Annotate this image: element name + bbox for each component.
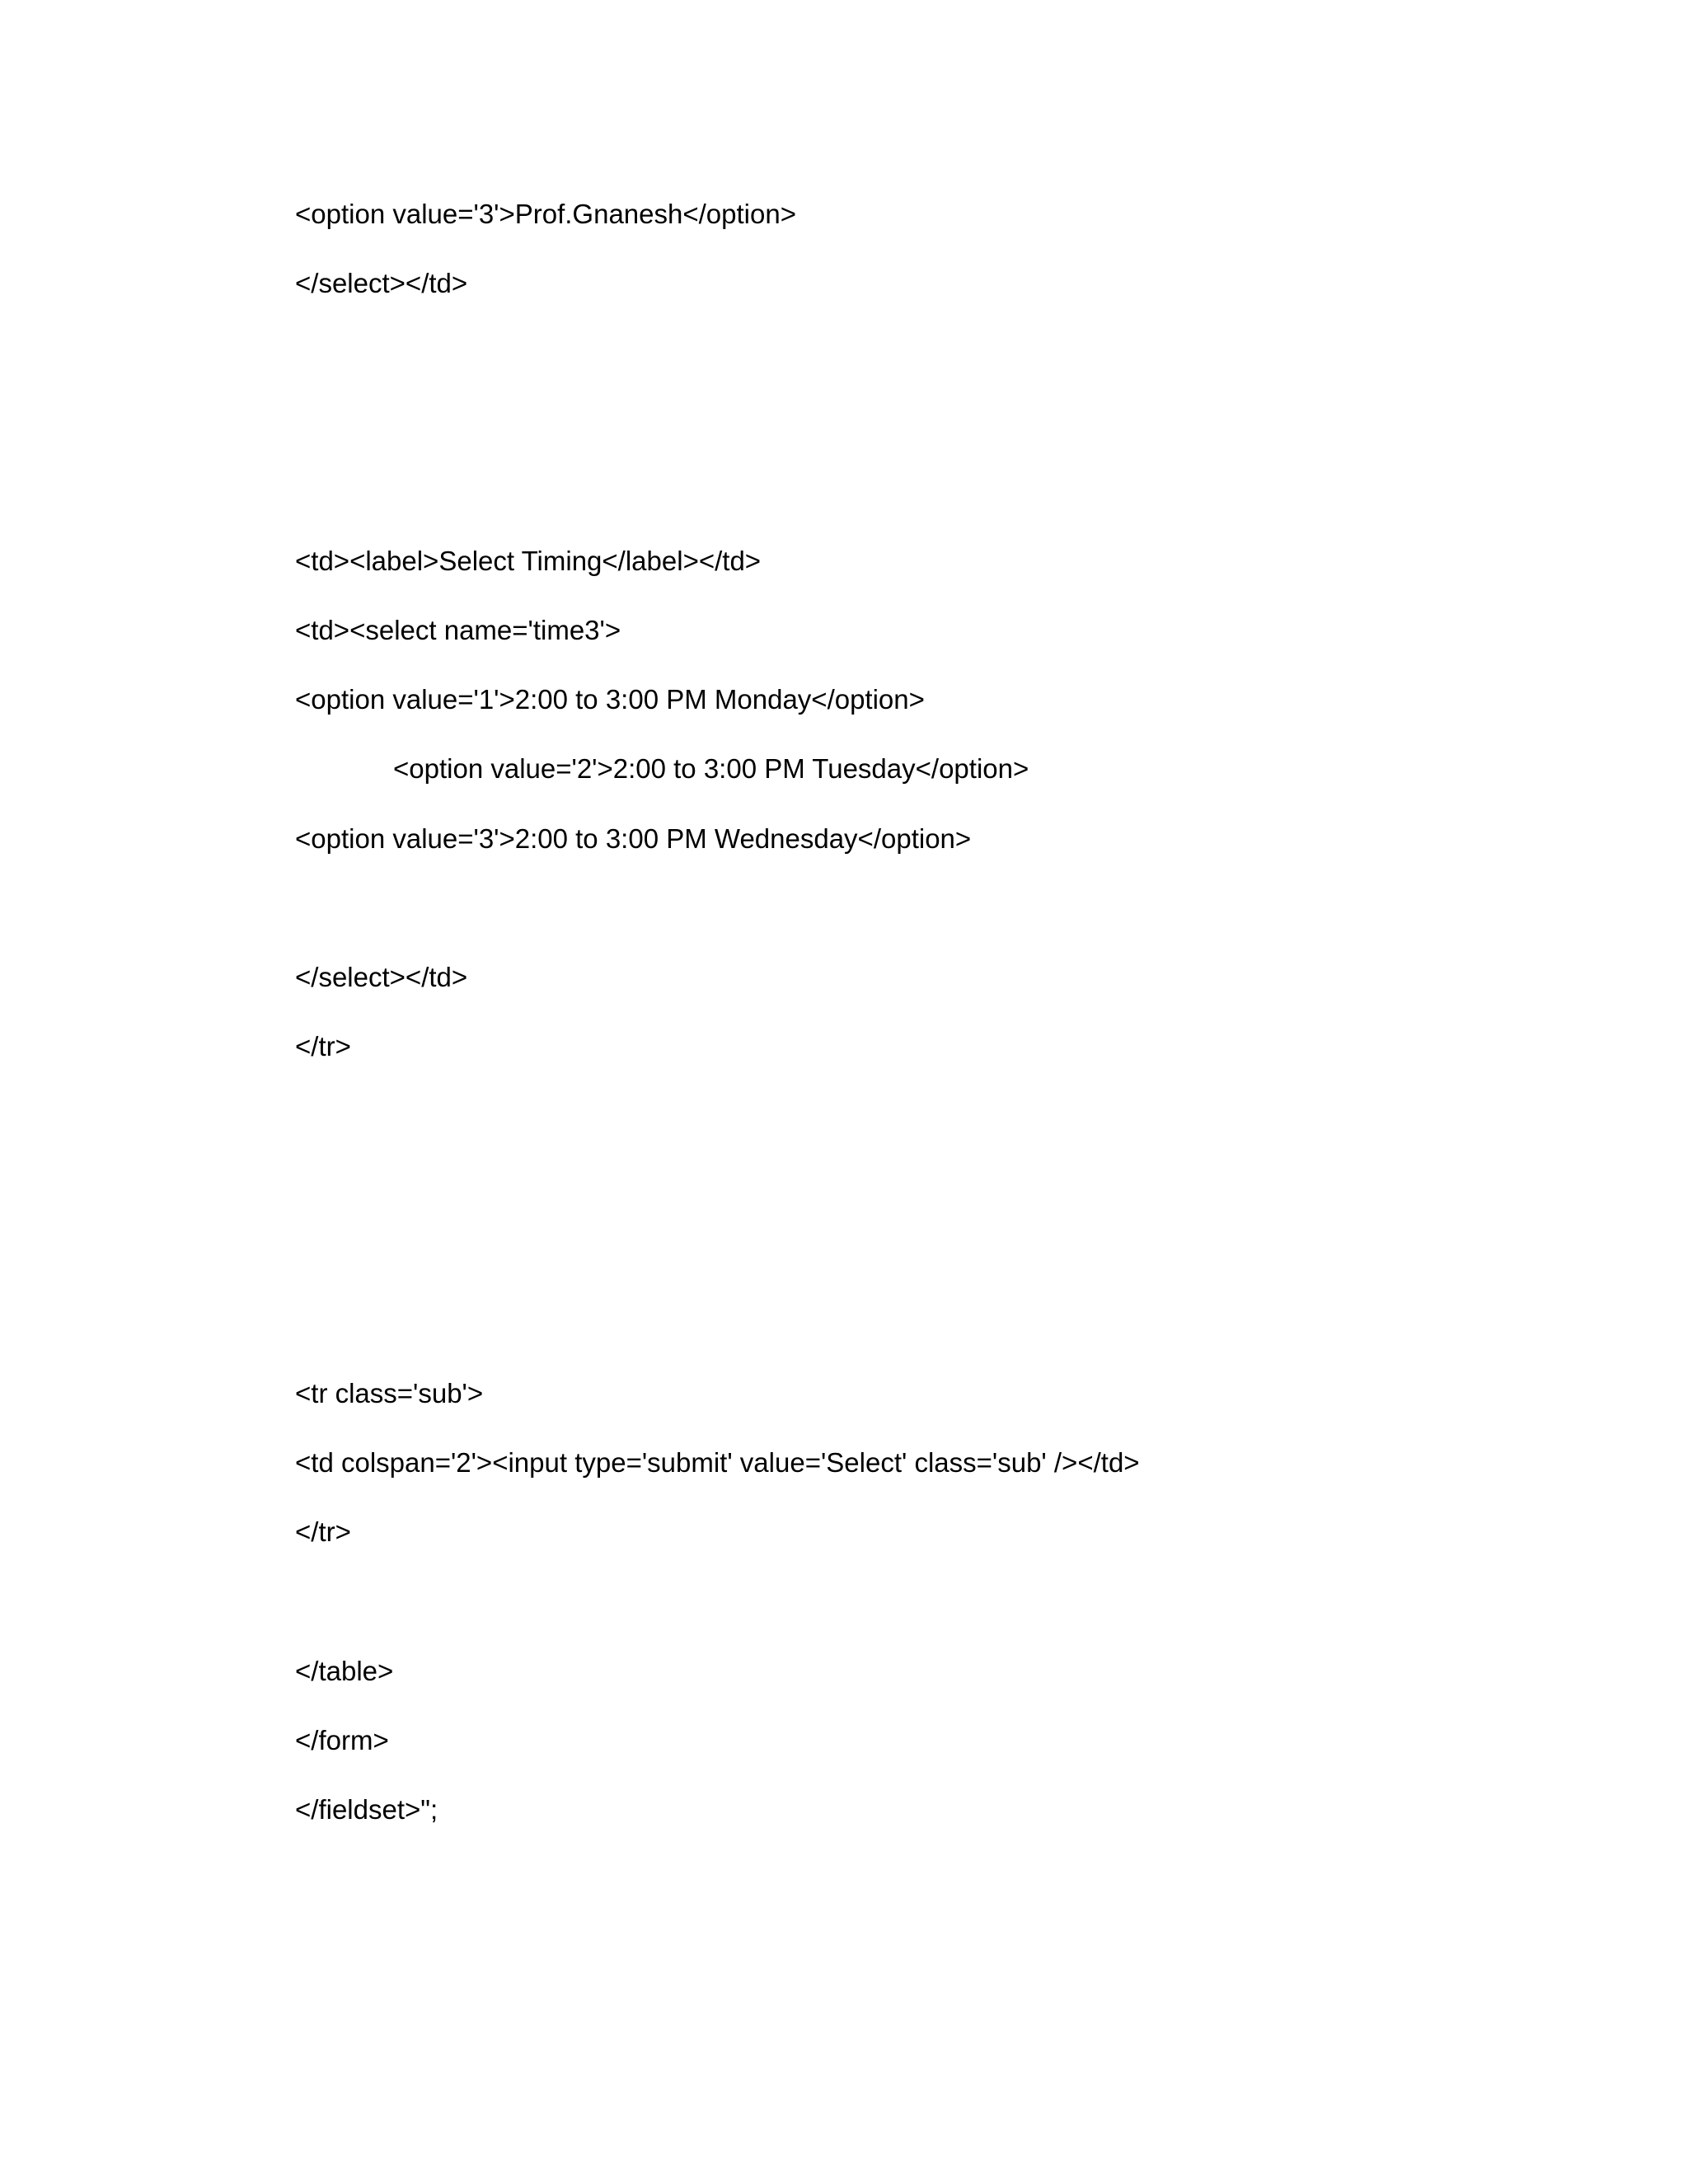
code-line: </table> [295, 1656, 394, 1686]
code-line-indented: <option value='2'>2:00 to 3:00 PM Tuesday</option> [393, 753, 1029, 784]
code-line: </select></td> [295, 962, 468, 992]
code-line: </fieldset>"; [295, 1794, 438, 1825]
code-line: </select></td> [295, 268, 468, 298]
code-line: </tr> [295, 1516, 351, 1547]
code-line: <option value='3'>Prof.Gnanesh</option> [295, 199, 796, 229]
code-line: </tr> [295, 1031, 351, 1062]
code-line: <td colspan='2'><input type='submit' value='Select' class='sub' /></td> [295, 1447, 1140, 1478]
code-line: <td><select name='time3'> [295, 615, 621, 645]
code-line: <tr class='sub'> [295, 1378, 484, 1408]
code-line: <option value='3'>2:00 to 3:00 PM Wednesday</option> [295, 823, 972, 854]
code-line: </form> [295, 1725, 389, 1755]
code-line: <td><label>Select Timing</label></td> [295, 546, 762, 576]
code-line: <option value='1'>2:00 to 3:00 PM Monday</option> [295, 684, 925, 715]
